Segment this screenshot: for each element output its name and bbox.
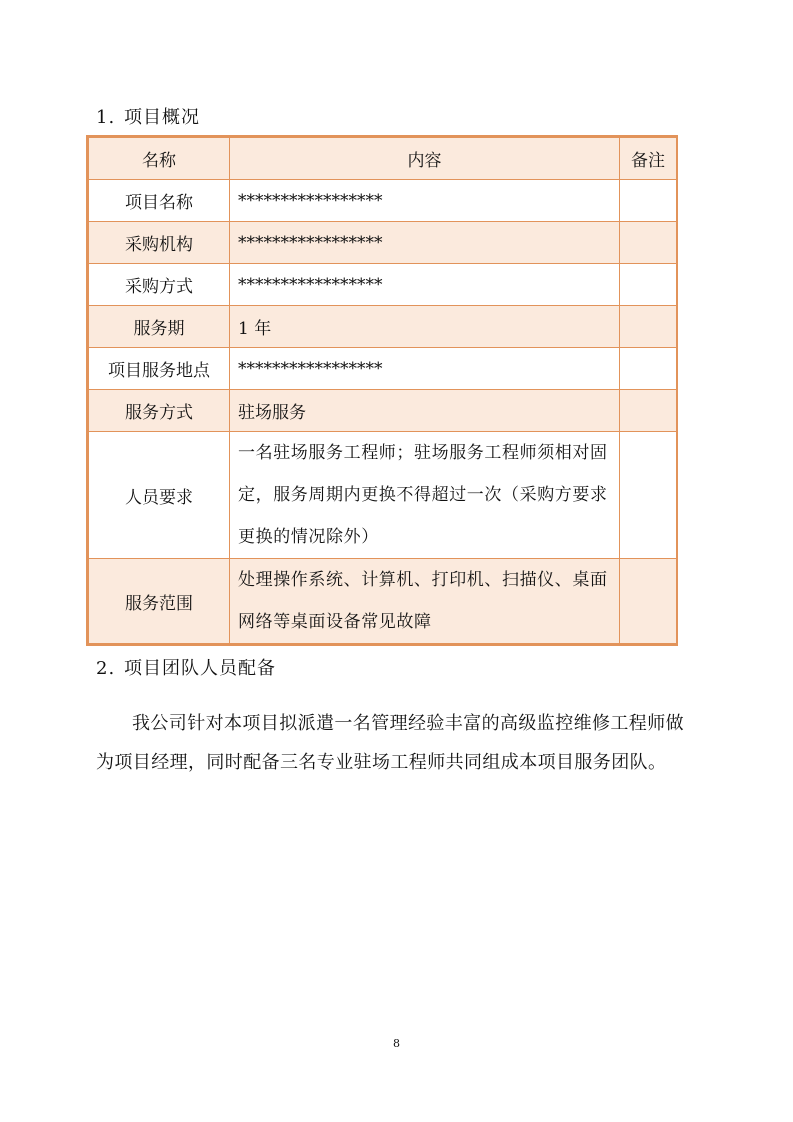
row-note: [620, 432, 677, 559]
row-label: 项目服务地点: [89, 348, 230, 390]
section-number: 1.: [96, 107, 116, 128]
row-note: [620, 390, 677, 432]
column-header-note: 备注: [620, 138, 677, 180]
row-label: 服务方式: [89, 390, 230, 432]
row-label: 服务期: [89, 306, 230, 348]
table-row: [89, 264, 677, 306]
row-content: *****************: [230, 222, 620, 264]
row-content: 一名驻场服务工程师；驻场服务工程师须相对固定，服务周期内更换不得超过一次（采购方要求更换的情况除外）: [230, 432, 620, 559]
row-note: [620, 180, 677, 222]
row-content: *****************: [230, 264, 620, 306]
table-row: [89, 180, 677, 222]
table-row: [89, 348, 677, 390]
table-header-row: [89, 138, 677, 180]
row-note: [620, 559, 677, 644]
row-note: [620, 264, 677, 306]
row-label: 项目名称: [89, 180, 230, 222]
project-overview-table: [86, 135, 678, 646]
row-label: 采购机构: [89, 222, 230, 264]
row-note: [620, 306, 677, 348]
row-content: 1 年: [230, 306, 620, 348]
section-heading-team-staffing: [96, 654, 276, 680]
table-row: [89, 390, 677, 432]
table-row: [89, 306, 677, 348]
table-row: [89, 432, 677, 559]
section-number: 2.: [96, 658, 116, 679]
team-description-paragraph: 我公司针对本项目拟派遣一名管理经验丰富的高级监控维修工程师做为项目经理，同时配备三名专业驻场工程师共同组成本项目服务团队。: [96, 713, 684, 773]
row-content: *****************: [230, 180, 620, 222]
column-header-content: 内容: [230, 138, 620, 180]
table-row: [89, 559, 677, 644]
row-note: [620, 222, 677, 264]
row-content: 驻场服务: [230, 390, 620, 432]
section-title: 项目团队人员配备: [124, 658, 276, 679]
column-header-name: 名称: [89, 138, 230, 180]
section-title: 项目概况: [124, 107, 200, 128]
row-label: 采购方式: [89, 264, 230, 306]
row-content: 处理操作系统、计算机、打印机、扫描仪、桌面网络等桌面设备常见故障: [230, 559, 620, 644]
row-content: *****************: [230, 348, 620, 390]
row-label: 人员要求: [89, 432, 230, 559]
row-note: [620, 348, 677, 390]
table-row: [89, 222, 677, 264]
row-label: 服务范围: [89, 559, 230, 644]
section-heading-project-overview: [96, 103, 200, 129]
page-number: 8: [393, 1037, 400, 1050]
